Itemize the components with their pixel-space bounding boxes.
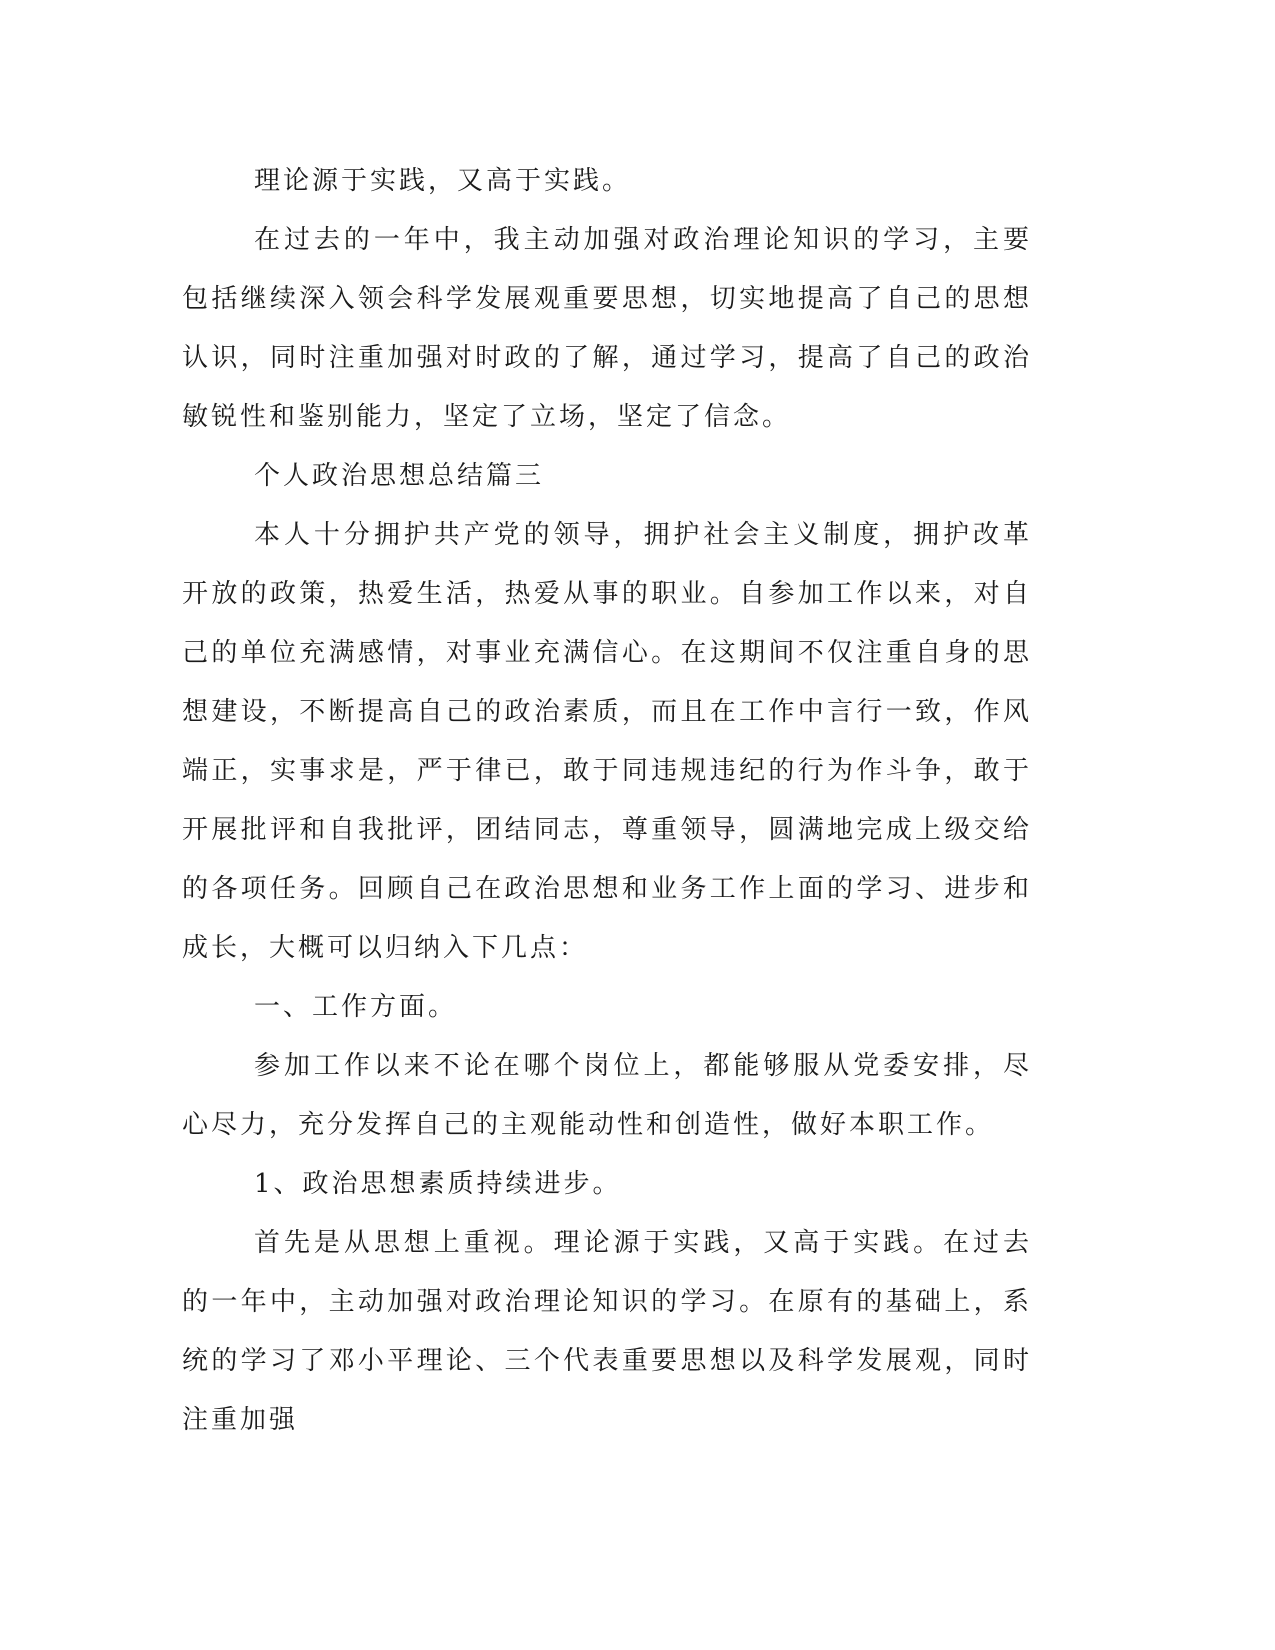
heading-work-aspect: 一、工作方面。 — [254, 992, 458, 1022]
document-body — [182, 152, 1032, 1450]
paragraph-ideological-emphasis: 首先是从思想上重视。理论源于实践，又高于实践。在过去的一年中，主动加强对政治理论知识的学习。在原有的基础上，系统的学习了邓小平理论、三个代表重要思想以及科学发展观，同时注重加强 — [182, 1228, 1032, 1435]
paragraph-work-duties: 参加工作以来不论在哪个岗位上，都能够服从党委安排，尽心尽力，充分发挥自己的主观能动性和创造性，做好本职工作。 — [182, 1051, 1032, 1140]
paragraph-support-leadership: 本人十分拥护共产党的领导，拥护社会主义制度，拥护改革开放的政策，热爱生活，热爱从事的职业。自参加工作以来，对自己的单位充满感情，对事业充满信心。在这期间不仅注重自身的思想建设，不断提高自己的政治素质，而且在工作中言行一致，作风端正，实事求是，严于律已，敢于同违规违纪的行为作斗争，敢于开展批评和自我批评，团结同志，尊重领导，圆满地完成上级交给的各项任务。回顾自己在政治思想和业务工作上面的学习、进步和成长，大概可以归纳入下几点： — [182, 520, 1032, 963]
paragraph-political-study: 在过去的一年中，我主动加强对政治理论知识的学习，主要包括继续深入领会科学发展观重要思想，切实地提高了自己的思想认识，同时注重加强对时政的了解，通过学习，提高了自己的政治敏锐性和鉴别能力，坚定了立场，坚定了信念。 — [182, 225, 1032, 432]
paragraph-theory-source: 理论源于实践，又高于实践。 — [254, 166, 632, 196]
heading-political-quality: 1、政治思想素质持续进步。 — [254, 1169, 622, 1199]
section-heading-part-three: 个人政治思想总结篇三 — [254, 461, 545, 491]
